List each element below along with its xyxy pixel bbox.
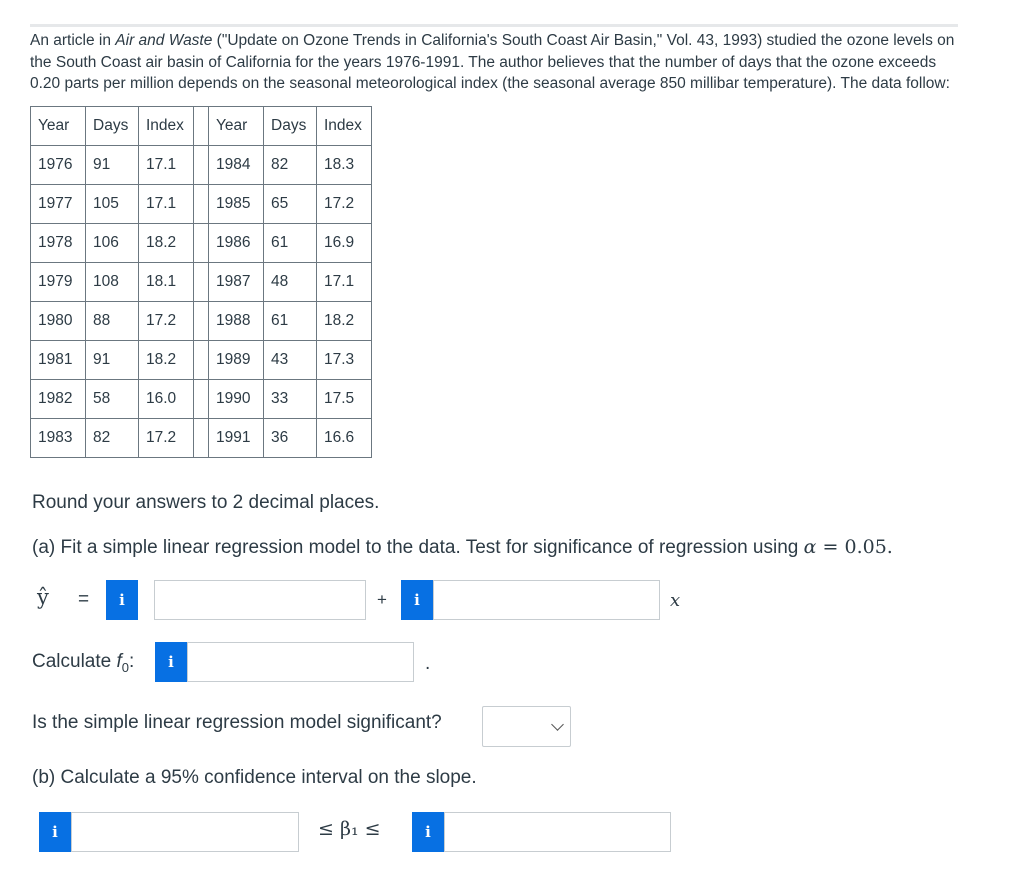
table-cell: 36 (264, 419, 317, 458)
problem-intro (30, 30, 965, 95)
table-cell: 88 (86, 302, 139, 341)
significance-question: Is the simple linear regression model significant? (32, 712, 442, 733)
table-cell: 106 (86, 224, 139, 263)
plus-sign: + (377, 590, 387, 609)
info-icon[interactable]: i (401, 580, 433, 620)
table-cell: 17.3 (317, 341, 372, 380)
table-row (31, 224, 372, 263)
chevron-down-icon (551, 718, 564, 731)
header-days-1: Days (86, 107, 139, 146)
table-cell: 82 (264, 146, 317, 185)
header-days-2: Days (264, 107, 317, 146)
significance-select[interactable] (482, 706, 571, 747)
f0-f: f (116, 651, 122, 672)
table-cell: 16.9 (317, 224, 372, 263)
question-a (32, 536, 893, 559)
f0-colon: : (129, 651, 135, 672)
slope-input[interactable] (433, 580, 660, 620)
info-icon[interactable]: i (106, 580, 138, 620)
table-cell: 33 (264, 380, 317, 419)
question-b: (b) Calculate a 95% confidence interval on the slope. (32, 767, 477, 788)
table-cell: 1981 (31, 341, 86, 380)
yhat-symbol: ŷ (37, 585, 49, 609)
f0-sub: 0 (121, 659, 130, 675)
f0-input[interactable] (187, 642, 414, 682)
header-index-1: Index (139, 107, 194, 146)
table-gap (194, 419, 209, 458)
table-cell: 1991 (209, 419, 264, 458)
table-cell: 43 (264, 341, 317, 380)
table-cell: 18.1 (139, 263, 194, 302)
table-cell: 61 (264, 224, 317, 263)
table-cell: 48 (264, 263, 317, 302)
table-cell: 17.1 (317, 263, 372, 302)
table-cell: 108 (86, 263, 139, 302)
table-row (31, 419, 372, 458)
table-cell: 1980 (31, 302, 86, 341)
header-year-1: Year (31, 107, 86, 146)
table-gap (194, 263, 209, 302)
table-cell: 91 (86, 341, 139, 380)
table-cell: 17.2 (139, 302, 194, 341)
table-cell: 61 (264, 302, 317, 341)
table-gap (194, 146, 209, 185)
intro-text-2: ("Update on Ozone Trends in California's South Coast Air Basin," Vol. 43, 1993) studied the ozone levels on the South Coast air basin of California for the years 1976-1991. The author believes that the number of days that the ozone exceeds 0.20 parts per million depends on the seasonal meteorological index (the seasonal average 850 millibar temperature). The data follow: (30, 32, 955, 92)
info-icon[interactable]: i (412, 812, 444, 852)
table-cell: 18.2 (139, 224, 194, 263)
beta-inequality: ≤ β₁ ≤ (318, 818, 381, 840)
intercept-input[interactable] (154, 580, 366, 620)
journal-name: Air and Waste (115, 32, 213, 49)
table-cell: 1990 (209, 380, 264, 419)
table-cell: 1982 (31, 380, 86, 419)
table-cell: 1988 (209, 302, 264, 341)
table-cell: 18.3 (317, 146, 372, 185)
info-icon[interactable]: i (155, 642, 187, 682)
period: . (425, 653, 431, 674)
table-header-row (31, 107, 372, 146)
table-cell: 17.2 (317, 185, 372, 224)
table-cell: 1979 (31, 263, 86, 302)
alpha-value: = 0.05. (816, 536, 893, 558)
table-cell: 1977 (31, 185, 86, 224)
table-cell: 1976 (31, 146, 86, 185)
table-row (31, 302, 372, 341)
table-cell: 1985 (209, 185, 264, 224)
data-table (30, 106, 372, 458)
table-cell: 17.2 (139, 419, 194, 458)
x-variable: x (670, 590, 681, 611)
question-a-text: (a) Fit a simple linear regression model to the data. Test for significance of regression using (32, 537, 804, 558)
table-cell: 1989 (209, 341, 264, 380)
table-cell: 18.2 (139, 341, 194, 380)
table-cell: 58 (86, 380, 139, 419)
table-row (31, 146, 372, 185)
table-row (31, 263, 372, 302)
table-gap (194, 302, 209, 341)
table-cell: 1984 (209, 146, 264, 185)
table-cell: 18.2 (317, 302, 372, 341)
equals-sign: = (78, 589, 90, 610)
table-cell: 65 (264, 185, 317, 224)
table-cell: 82 (86, 419, 139, 458)
header-index-2: Index (317, 107, 372, 146)
info-icon[interactable]: i (39, 812, 71, 852)
f0-label-text: Calculate (32, 651, 117, 672)
intro-text-1: An article in (30, 32, 116, 49)
table-cell: 105 (86, 185, 139, 224)
table-cell: 1986 (209, 224, 264, 263)
table-gap (194, 380, 209, 419)
table-gap (194, 224, 209, 263)
table-cell: 17.1 (139, 185, 194, 224)
table-cell: 16.0 (139, 380, 194, 419)
table-row (31, 185, 372, 224)
rounding-instruction: Round your answers to 2 decimal places. (32, 492, 380, 513)
top-divider (30, 24, 958, 27)
table-cell: 1983 (31, 419, 86, 458)
ci-lower-input[interactable] (71, 812, 299, 852)
table-cell: 1978 (31, 224, 86, 263)
table-gap (194, 341, 209, 380)
ci-upper-input[interactable] (444, 812, 671, 852)
table-cell: 16.6 (317, 419, 372, 458)
f0-label (32, 651, 134, 675)
table-cell: 1987 (209, 263, 264, 302)
table-cell: 17.5 (317, 380, 372, 419)
table-gap (194, 185, 209, 224)
table-cell: 17.1 (139, 146, 194, 185)
table-gap (194, 107, 209, 146)
table-row (31, 380, 372, 419)
header-year-2: Year (209, 107, 264, 146)
table-row (31, 341, 372, 380)
table-cell: 91 (86, 146, 139, 185)
alpha-symbol: α (803, 536, 817, 558)
